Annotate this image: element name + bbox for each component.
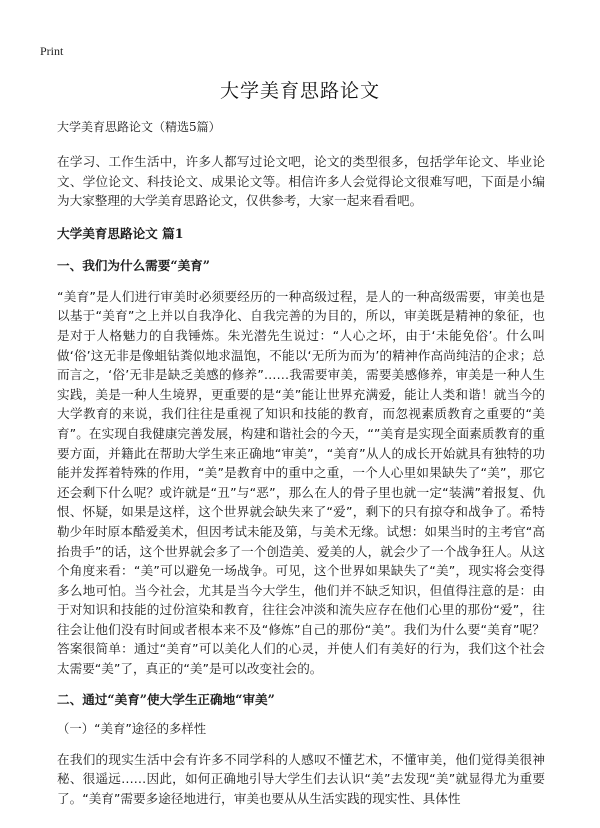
section1-paragraph: “美育”是人们进行审美时必须要经历的一种高级过程，是人的一种高级需要，审美也是以基于“美育”之上并以自我净化、自我完善的为目的，所以，审美既是精神的象征，也是对于人格魅力的自我锤炼。朱光潜先生说过：“人心之坏，由于‘未能免俗’。什么叫做‘俗’这无非是像蛆钻粪似地求温饱，不能以‘无所为而为’的精神作高尚纯洁的企求；总而言之，‘俗’无非是缺乏美感的修养”……我需要审美，需要美感修养，审美是一种人生实践，美是一种人生境界，更重要的是“美”能让世界充满爱，能让人类和谐！就当今的大学教育的来说，我们往往是重视了知识和技能的教育，而忽视素质教育之重要的“美育”。在实现自我健康完善发展，构建和谐社会的今天，“”美育是实现全面素质教育的重要方面，并籍此在帮助大学生来正确地“审美”，“美育”从人的成长开始就具有独特的功能并发挥着特殊的作用，“美”是教育中的重中之重，一个人心里如果缺失了“美”，那它还会剩下什么呢？或许就是“丑”与“恶”，那么在人的骨子里也就一定“装满”着报复、仇恨、怀疑，如果是这样，这个世界就会缺失来了“爱”，剩下的只有掠夺和战争了。希特勒少年时原本酷爱美术，但因考试未能及第，与美术无缘。试想：如果当时的主考官“高抬贵手”的话，这个世界就会多了一个创造美、爱美的人，就会少了一个战争狂人。从这个角度来看：“美”可以避免一场战争。可见，这个世界如果缺失了“美”，现实将会变得多么地可怕。当今社会，尤其是当今大学生，他们并不缺乏知识，但值得注意的是：由于对知识和技能的过份渲染和教育，往往会冲淡和流失应存在他们心里的那份“爱”，往往会让他们没有时间或者根本来不及“修炼”自己的那份“美”。我们为什么要“美育”呢？答案很简单：通过“美育”可以美化人们的心灵，并使人们有美好的行为，我们这个社会太需要“美”了，真正的“美”是可以改变社会的。 xyxy=(57,288,545,677)
section2-heading: 二、通过“美育”使大学生正确地“审美” xyxy=(57,691,275,707)
document-body xyxy=(57,118,545,808)
subsection1-heading: （一）“美育”途径的多样性 xyxy=(57,720,207,736)
subsection1-paragraph: 在我们的现实生活中会有许多不同学科的人感叹不懂艺术，不懂审美，他们觉得美很神秘、很遥远……因此，如何正确地引导大学生们去认识“美”去发现“美”就显得尤为重要了。“美育”需要多途径地进行，审美也要从从生活实践的现实性、具体性 xyxy=(57,751,545,806)
intro-paragraph: 在学习、工作生活中，许多人都写过论文吧，论文的类型很多，包括学年论文、毕业论文、学位论文、科技论文、成果论文等。相信许多人会觉得论文很难写吧，下面是小编为大家整理的大学美育思路论文，仅供参考，大家一起来看看吧。 xyxy=(57,154,545,209)
document-title: 大学美育思路论文 xyxy=(219,80,380,102)
section1-heading: 一、我们为什么需要“美育” xyxy=(57,257,211,273)
print-link[interactable]: Print xyxy=(40,44,64,58)
document-subtitle: 大学美育思路论文（精选5篇） xyxy=(57,120,221,134)
article-heading: 大学美育思路论文 篇1 xyxy=(57,225,184,241)
